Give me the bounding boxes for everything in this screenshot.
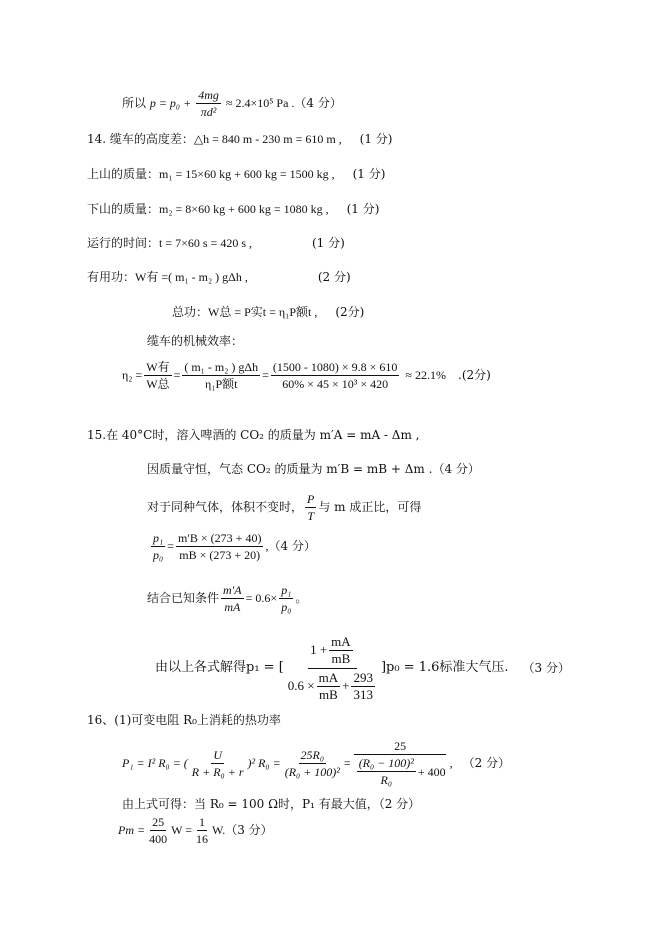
numerator: m′A [223, 582, 242, 597]
formula: Pm = [118, 823, 146, 837]
line-10 [87, 427, 419, 443]
fraction [221, 583, 244, 614]
score: （4 分） [294, 96, 342, 110]
denominator: p₀ [153, 547, 164, 562]
line-7 [172, 304, 364, 320]
formula: = 0.6× [245, 591, 278, 605]
formula: W. [211, 823, 226, 837]
denominator: (R₀ + 100)² [284, 764, 340, 779]
formula: ≈ 2.4×10⁵ Pa . [222, 96, 295, 110]
fraction [283, 748, 342, 779]
numerator: 293 [353, 669, 373, 685]
formula: , [449, 756, 453, 770]
line-9: η₂ = $\frac{\text{W有}}{\text{W总}}$ = $\frac{\text{( m₁ - m₂ ) gΔh}}{\text{η₁P额t}}$ = $\frac{(1500 - 1080) \times 9.8 \times 610}{\text{60\% × 45 × 10³ × 420}}$ ≈ 22.1% .(2分) [122, 359, 491, 391]
denominator: mA [224, 599, 241, 614]
line-3 [87, 166, 385, 182]
formula: + 400 [417, 764, 446, 779]
fraction [351, 671, 375, 702]
numerator: p₁ [281, 582, 292, 597]
fraction [271, 360, 400, 391]
fraction [176, 531, 264, 562]
score: （2 分） [462, 756, 511, 770]
score: (1 分) [352, 167, 386, 181]
fraction [144, 360, 171, 391]
denominator: mB [318, 686, 338, 702]
numerator: (R₀ − 100)² [358, 756, 414, 770]
score: （3 分） [225, 823, 273, 837]
line-16 [87, 712, 281, 728]
compound-fraction [286, 635, 379, 702]
text: 16、(1)可变电阻 R₀上消耗的热功率 [87, 713, 281, 727]
text: 结合已知条件 [147, 591, 220, 605]
formula: , [265, 539, 269, 553]
line-19 [118, 812, 273, 848]
line-17 [122, 734, 510, 792]
numerator: 4mg [198, 88, 219, 102]
line-2 [87, 131, 393, 147]
line-4 [87, 201, 379, 217]
formula: P₁ = I² R₀ = ( [122, 756, 188, 770]
numerator: P [307, 491, 315, 506]
score: （2 分） [378, 797, 421, 811]
score: (2分) [335, 305, 365, 319]
text: 。 [295, 591, 308, 605]
score: (2 分) [317, 270, 351, 284]
score: （4 分） [432, 462, 480, 476]
denominator: p₀ [281, 599, 292, 614]
numerator [308, 635, 357, 669]
text: 缆车的机械效率： [147, 334, 244, 348]
numerator: ( m₁ - m₂ ) gΔh [184, 359, 259, 374]
denominator: 400 [149, 831, 168, 846]
formula: m₁ = 15×60 kg + 600 kg = 1500 kg , [159, 167, 335, 181]
numerator: p₁ [153, 530, 164, 545]
text: ]p₀ = 1.6标准大气压. [380, 660, 509, 675]
score: .(2分) [458, 368, 491, 382]
label: 下山的质量： [87, 202, 160, 216]
formula: )² R₀ = [247, 756, 281, 770]
denominator: 313 [353, 686, 373, 702]
label: 运行的时间： [87, 236, 160, 250]
line-1 [122, 88, 342, 119]
score: (1 分) [346, 202, 380, 216]
numerator: mA [331, 633, 351, 649]
fraction [357, 756, 416, 787]
fraction [194, 815, 210, 846]
label: 14. 缆车的高度差： [87, 132, 194, 146]
formula: △h = 840 m - 230 m = 610 m , [193, 132, 342, 146]
label: 有用功： [87, 270, 136, 284]
compound-fraction [353, 739, 448, 787]
label: 总功： [172, 305, 209, 319]
line-15 [155, 628, 570, 708]
fraction [279, 583, 293, 614]
formula: W = [171, 823, 192, 837]
numerator: (1500 - 1080) × 9.8 × 610 [272, 359, 398, 374]
fraction [151, 531, 165, 562]
numerator: 25 [354, 739, 446, 755]
score: （3 分） [522, 661, 570, 675]
fraction [329, 635, 353, 666]
fraction [305, 492, 316, 523]
fraction [317, 671, 341, 702]
numerator: 25 [152, 814, 165, 829]
denominator: 60% × 45 × 10³ × 420 [282, 376, 389, 391]
score: (1 分) [359, 132, 393, 146]
formula: W有 =( m₁ - m₂ ) gΔh , [135, 270, 248, 284]
text: 对于同种气体，体积不变时， [147, 500, 304, 514]
text: 因质量守恒，气态 CO₂ 的质量为 m′B = mB + Δm . [147, 462, 433, 476]
formula: η₂ = [122, 368, 143, 382]
score: （4 分） [268, 539, 316, 553]
formula: p = p₀ + [149, 96, 195, 110]
line-6 [87, 269, 351, 285]
line-14 [147, 580, 307, 616]
denominator [353, 755, 448, 787]
line-5 [87, 235, 345, 251]
denominator: mB × (273 + 20) [179, 547, 261, 562]
formula: t = 7×60 s = 420 s , [159, 236, 252, 250]
numerator: W有 [146, 359, 170, 374]
denominator: R₀ [380, 773, 393, 787]
formula: 1 + [310, 642, 328, 657]
formula: m₂ = 8×60 kg + 600 kg = 1080 kg , [159, 202, 329, 216]
line-12 [147, 492, 421, 522]
text: 由以上各式解得p₁ = [ [155, 660, 284, 675]
fraction [196, 88, 221, 119]
denominator: W总 [146, 376, 170, 391]
line-11 [147, 461, 480, 477]
score: (1 分) [312, 236, 345, 250]
numerator: 1 [198, 814, 205, 829]
formula: ≈ 22.1% [405, 368, 446, 382]
label: 上山的质量： [87, 167, 160, 181]
line-13 [149, 528, 316, 564]
text: 所以 [122, 96, 150, 110]
numerator: 25R₀ [300, 747, 325, 762]
text: 由上式可得：当 R₀ = 100 Ω时，P₁ 有最大值， [122, 797, 379, 811]
denominator: η₁P额t [204, 376, 238, 391]
equals-sign: = [167, 539, 174, 553]
denominator: 16 [195, 831, 208, 846]
line-8 [147, 333, 243, 349]
numerator: m′B × (273 + 40) [177, 530, 262, 545]
denominator [286, 669, 379, 702]
fraction [147, 815, 169, 846]
denominator: T [307, 508, 315, 523]
numerator: U [213, 747, 222, 762]
numerator: mA [318, 669, 339, 685]
text: 与 m 成正比，可得 [318, 500, 422, 514]
fraction [190, 748, 246, 779]
formula: = [343, 756, 351, 770]
text: 15.在 40°C时，溶入啤酒的 CO₂ 的质量为 m′A = mA - Δm , [87, 428, 420, 442]
denominator: mB [331, 650, 351, 666]
formula: + [342, 678, 350, 693]
formula: 0.6 × [287, 678, 315, 693]
line-18 [122, 796, 420, 812]
formula: W总 = P实t = η₁P额t , [208, 305, 318, 319]
denominator: πd² [200, 105, 217, 119]
denominator: R + R₀ + r [191, 764, 244, 779]
fraction [182, 360, 260, 391]
